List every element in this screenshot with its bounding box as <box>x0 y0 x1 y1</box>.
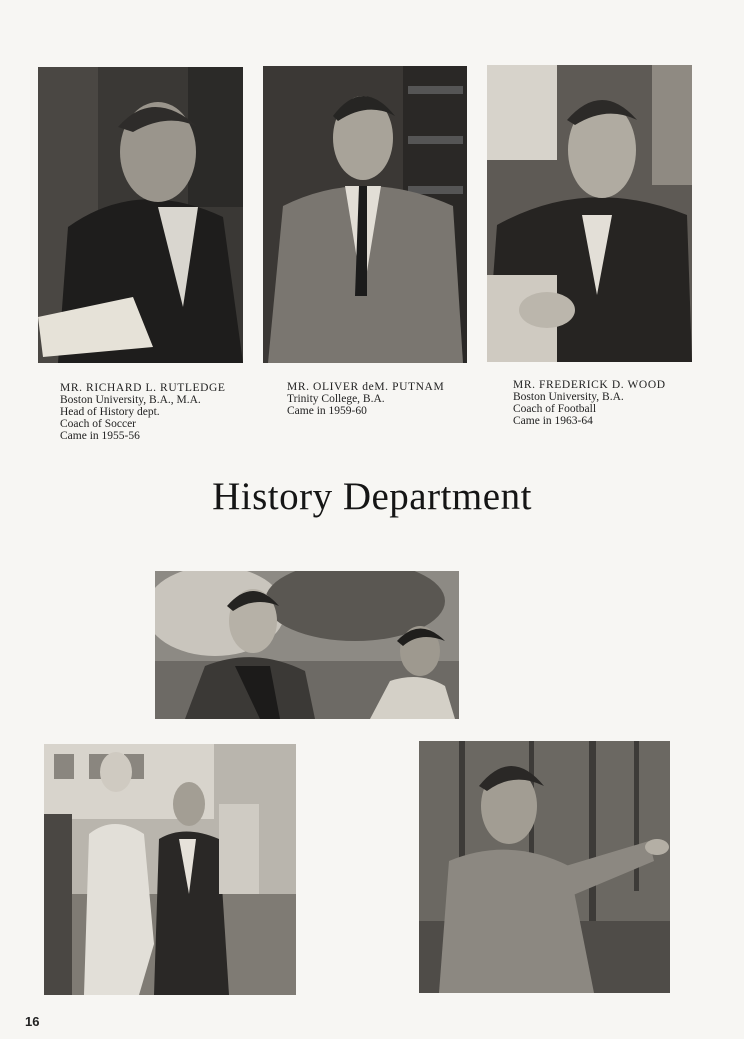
faculty-name: MR. OLIVER deM. PUTNAM <box>287 381 445 393</box>
faculty-detail: Coach of Soccer <box>60 418 136 430</box>
portrait-photo-rutledge <box>38 67 243 363</box>
faculty-detail: Came in 1955-56 <box>60 430 140 442</box>
faculty-name: MR. RICHARD L. RUTLEDGE <box>60 382 226 394</box>
portrait-photo-wood <box>487 65 692 362</box>
candid-photo-outdoor-glasses <box>155 571 459 719</box>
page-title: History Department <box>212 475 532 518</box>
portrait-photo-putnam <box>263 66 467 363</box>
faculty-detail: Trinity College, B.A. <box>287 393 385 405</box>
faculty-detail: Head of History dept. <box>60 406 160 418</box>
candid-photo-group-lawn <box>44 744 296 995</box>
faculty-detail: Came in 1963-64 <box>513 415 593 427</box>
faculty-detail: Boston University, B.A., M.A. <box>60 394 201 406</box>
faculty-name: MR. FREDERICK D. WOOD <box>513 379 666 391</box>
faculty-detail: Coach of Football <box>513 403 597 415</box>
faculty-caption-rutledge <box>60 382 226 442</box>
faculty-caption-wood <box>513 379 666 427</box>
page-number: 16 <box>25 1014 40 1029</box>
candid-photo-pointing-man <box>419 741 670 993</box>
faculty-detail: Came in 1959-60 <box>287 405 367 417</box>
faculty-caption-putnam <box>287 381 444 417</box>
faculty-detail: Boston University, B.A. <box>513 391 624 403</box>
